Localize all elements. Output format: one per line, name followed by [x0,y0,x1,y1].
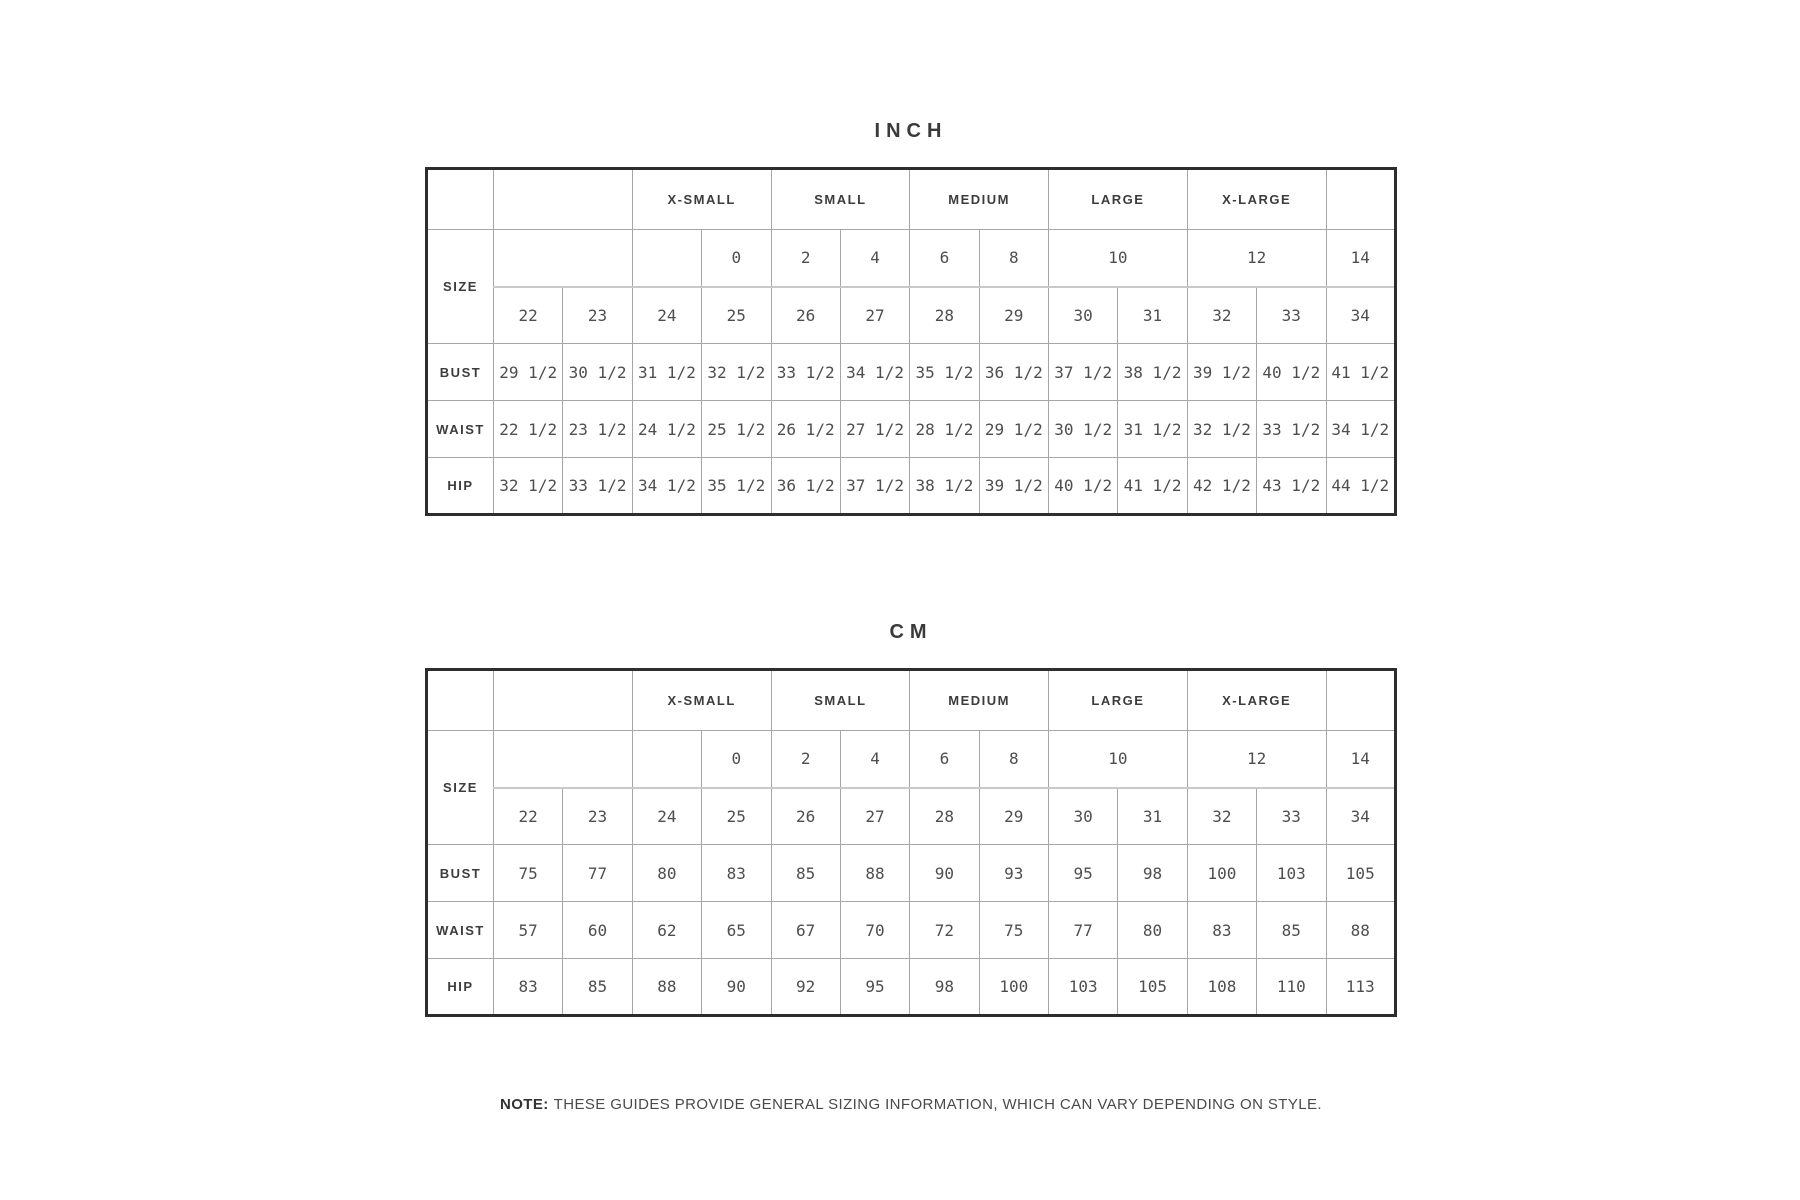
measurement-cell: 39 1/2 [979,458,1048,515]
measurement-cell: 80 [632,845,701,902]
numeric-size-cell: 28 [910,287,979,344]
us-size-cell: 10 [1049,230,1188,287]
sizing-note [425,1096,1397,1113]
numeric-size-cell: 22 [494,788,563,845]
us-size-cell: 4 [840,230,909,287]
size-group-header-x-large: X-LARGE [1187,670,1326,731]
measurement-cell: 88 [632,959,701,1016]
us-size-cell: 12 [1187,731,1326,788]
numeric-size-cell: 29 [979,287,1048,344]
measurement-cell: 85 [563,959,632,1016]
numeric-size-cell: 24 [632,788,701,845]
measurement-cell: 25 1/2 [702,401,771,458]
us-size-cell: 6 [910,731,979,788]
measurement-cell: 77 [1049,902,1118,959]
corner-cell [427,670,494,731]
us-size-cell: 14 [1326,230,1396,287]
measurement-cell: 103 [1257,845,1326,902]
measurement-cell: 75 [494,845,563,902]
us-size-cell: 4 [840,731,909,788]
measurement-cell: 37 1/2 [1049,344,1118,401]
numeric-size-cell: 34 [1326,287,1396,344]
numeric-size-cell: 33 [1257,287,1326,344]
numeric-size-cell: 26 [771,788,840,845]
us-size-cell: 8 [979,731,1048,788]
measurement-cell: 85 [771,845,840,902]
measurement-cell: 103 [1049,959,1118,1016]
numeric-size-cell: 23 [563,788,632,845]
row-label-hip: HIP [427,959,494,1016]
numeric-size-row [427,287,1396,344]
measurement-cell: 95 [1049,845,1118,902]
measurement-cell: 43 1/2 [1257,458,1326,515]
measurement-cell: 62 [632,902,701,959]
measurement-cell: 83 [494,959,563,1016]
corner-cell [427,169,494,230]
numeric-size-cell: 29 [979,788,1048,845]
us-size-cell: 0 [702,230,771,287]
measurement-cell: 75 [979,902,1048,959]
measurement-cell: 67 [771,902,840,959]
size-group-header-large: LARGE [1049,169,1188,230]
us-size-cell: 12 [1187,230,1326,287]
numeric-size-cell: 32 [1187,287,1256,344]
measurement-cell: 77 [563,845,632,902]
measurement-cell: 83 [1187,902,1256,959]
inch-table-title: INCH [874,120,948,142]
numeric-size-cell: 24 [632,287,701,344]
measurement-row [427,401,1396,458]
numeric-size-cell: 33 [1257,788,1326,845]
measurement-cell: 26 1/2 [771,401,840,458]
numeric-size-cell: 23 [563,287,632,344]
numeric-size-row [427,788,1396,845]
row-label-bust: BUST [427,344,494,401]
measurement-cell: 31 1/2 [1118,401,1187,458]
us-size-cell: 2 [771,230,840,287]
measurement-cell: 98 [910,959,979,1016]
measurement-cell: 41 1/2 [1326,344,1396,401]
measurement-cell: 24 1/2 [632,401,701,458]
measurement-cell: 27 1/2 [840,401,909,458]
numeric-size-cell: 26 [771,287,840,344]
us-size-row [427,230,1396,287]
measurement-cell: 42 1/2 [1187,458,1256,515]
measurement-cell: 92 [771,959,840,1016]
measurement-cell: 29 1/2 [494,344,563,401]
measurement-cell: 37 1/2 [840,458,909,515]
numeric-size-cell: 31 [1118,788,1187,845]
measurement-cell: 88 [1326,902,1396,959]
us-size-cell: 14 [1326,731,1396,788]
measurement-cell: 95 [840,959,909,1016]
us-size-cell: 10 [1049,731,1188,788]
measurement-cell: 35 1/2 [702,458,771,515]
measurement-cell: 38 1/2 [910,458,979,515]
measurement-cell: 29 1/2 [979,401,1048,458]
measurement-cell: 60 [563,902,632,959]
measurement-cell: 57 [494,902,563,959]
row-label-hip: HIP [427,458,494,515]
measurement-cell: 31 1/2 [632,344,701,401]
group-header-row [427,169,1396,230]
measurement-cell: 40 1/2 [1049,458,1118,515]
numeric-size-cell: 27 [840,788,909,845]
row-label-size: SIZE [427,230,494,344]
us-size-row [427,731,1396,788]
group-header-row [427,670,1396,731]
size-group-header-small: SMALL [771,670,910,731]
measurement-cell: 34 1/2 [1326,401,1396,458]
measurement-cell: 83 [702,845,771,902]
measurement-row [427,902,1396,959]
empty-cell [494,731,633,788]
measurement-cell: 30 1/2 [563,344,632,401]
measurement-cell: 105 [1118,959,1187,1016]
numeric-size-cell: 22 [494,287,563,344]
us-size-cell: 6 [910,230,979,287]
measurement-row [427,458,1396,515]
numeric-size-cell: 31 [1118,287,1187,344]
empty-group-header [494,670,633,731]
us-size-cell: 0 [702,731,771,788]
measurement-cell: 100 [979,959,1048,1016]
measurement-cell: 30 1/2 [1049,401,1118,458]
cm-table-title: CM [889,621,933,643]
measurement-cell: 110 [1257,959,1326,1016]
measurement-cell: 93 [979,845,1048,902]
measurement-cell: 70 [840,902,909,959]
numeric-size-cell: 30 [1049,788,1118,845]
measurement-cell: 36 1/2 [771,458,840,515]
size-group-header-medium: MEDIUM [910,670,1049,731]
measurement-cell: 80 [1118,902,1187,959]
measurement-cell: 32 1/2 [494,458,563,515]
numeric-size-cell: 27 [840,287,909,344]
measurement-cell: 72 [910,902,979,959]
measurement-cell: 108 [1187,959,1256,1016]
note-label: NOTE: [500,1096,549,1113]
measurement-cell: 33 1/2 [563,458,632,515]
cm-size-table [425,668,1397,1017]
measurement-cell: 32 1/2 [1187,401,1256,458]
note-text: THESE GUIDES PROVIDE GENERAL SIZING INFORMATION, WHICH CAN VARY DEPENDING ON STYLE. [553,1096,1322,1113]
empty-group-header [494,169,633,230]
numeric-size-cell: 34 [1326,788,1396,845]
us-size-cell: 2 [771,731,840,788]
measurement-cell: 35 1/2 [910,344,979,401]
numeric-size-cell: 28 [910,788,979,845]
size-group-header-medium: MEDIUM [910,169,1049,230]
empty-group-header [1326,169,1396,230]
size-group-header-x-large: X-LARGE [1187,169,1326,230]
measurement-cell: 32 1/2 [702,344,771,401]
size-group-header-x-small: X-SMALL [632,670,771,731]
measurement-cell: 41 1/2 [1118,458,1187,515]
row-label-waist: WAIST [427,902,494,959]
measurement-row [427,344,1396,401]
measurement-cell: 65 [702,902,771,959]
measurement-cell: 100 [1187,845,1256,902]
size-group-header-large: LARGE [1049,670,1188,731]
measurement-cell: 44 1/2 [1326,458,1396,515]
numeric-size-cell: 25 [702,287,771,344]
measurement-cell: 90 [910,845,979,902]
measurement-cell: 88 [840,845,909,902]
measurement-row [427,959,1396,1016]
size-group-header-x-small: X-SMALL [632,169,771,230]
measurement-cell: 38 1/2 [1118,344,1187,401]
measurement-cell: 33 1/2 [1257,401,1326,458]
measurement-cell: 36 1/2 [979,344,1048,401]
measurement-cell: 39 1/2 [1187,344,1256,401]
row-label-bust: BUST [427,845,494,902]
empty-cell [494,230,633,287]
measurement-row [427,845,1396,902]
empty-cell [632,731,701,788]
measurement-cell: 28 1/2 [910,401,979,458]
measurement-cell: 22 1/2 [494,401,563,458]
measurement-cell: 113 [1326,959,1396,1016]
empty-cell [632,230,701,287]
row-label-waist: WAIST [427,401,494,458]
measurement-cell: 23 1/2 [563,401,632,458]
measurement-cell: 85 [1257,902,1326,959]
measurement-cell: 34 1/2 [840,344,909,401]
inch-size-table [425,167,1397,516]
numeric-size-cell: 30 [1049,287,1118,344]
measurement-cell: 40 1/2 [1257,344,1326,401]
us-size-cell: 8 [979,230,1048,287]
measurement-cell: 90 [702,959,771,1016]
row-label-size: SIZE [427,731,494,845]
measurement-cell: 34 1/2 [632,458,701,515]
size-group-header-small: SMALL [771,169,910,230]
measurement-cell: 105 [1326,845,1396,902]
empty-group-header [1326,670,1396,731]
numeric-size-cell: 25 [702,788,771,845]
measurement-cell: 98 [1118,845,1187,902]
measurement-cell: 33 1/2 [771,344,840,401]
numeric-size-cell: 32 [1187,788,1256,845]
